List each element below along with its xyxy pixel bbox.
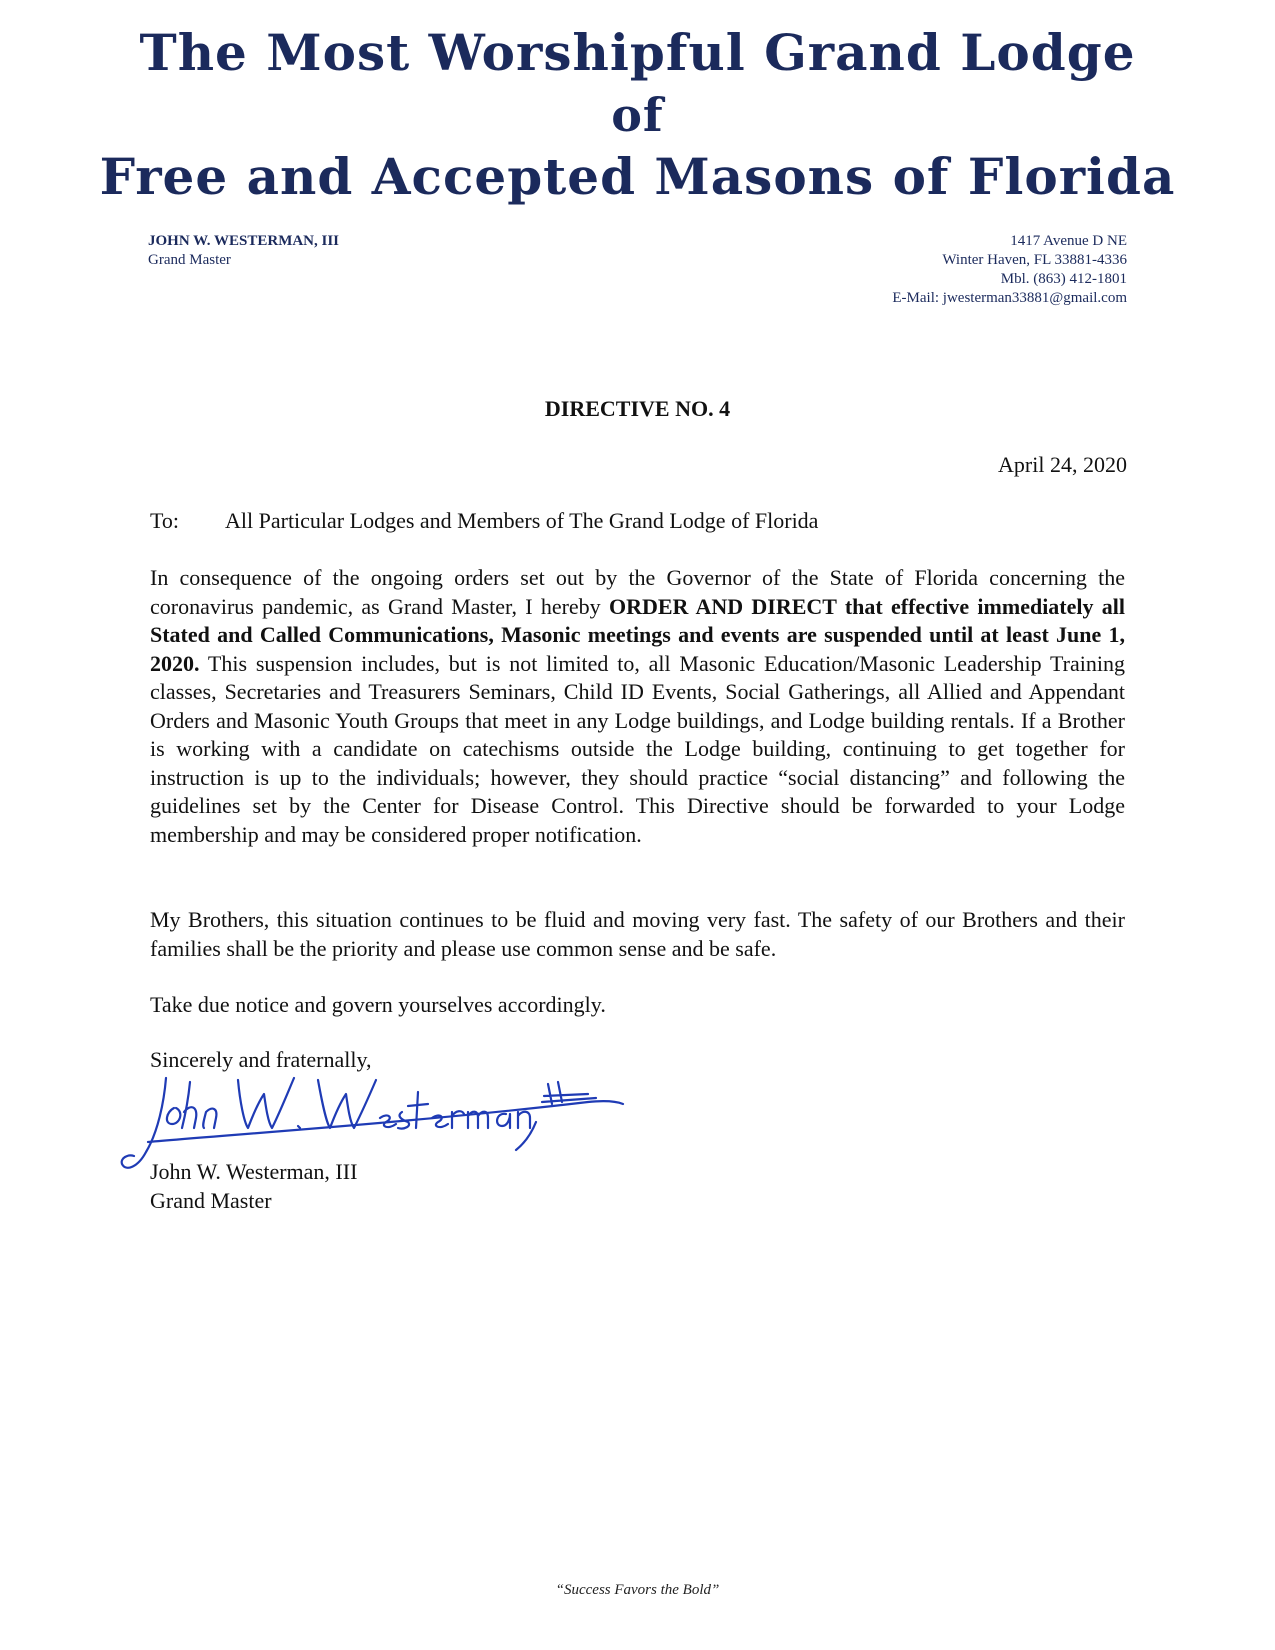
sender-address-line-1: 1417 Avenue D NE	[1010, 233, 1127, 249]
signer-block	[150, 1158, 357, 1215]
recipient-line	[150, 508, 818, 534]
sender-phone: Mbl. (863) 412-1801	[1000, 271, 1127, 287]
body-paragraph-1-order: ORDER AND DIRECT that effective immediately all Stated and Called Communications, Masonic meetings and events are suspended until at least June 1, 2020.	[150, 593, 1125, 676]
recipient-value: All Particular Lodges and Members of The Grand Lodge of Florida	[225, 508, 819, 533]
letterhead-line-2: of	[611, 88, 664, 142]
body-paragraph-1-intro: In consequence of the ongoing orders set out by the Governor of the State of Florida concerning the coronavirus pandemic, as Grand Master, I hereby	[150, 565, 1125, 619]
recipient-label: To:	[150, 508, 180, 533]
footer-motto: “Success Favors the Bold”	[555, 1582, 720, 1598]
letterhead-line-3: Free and Accepted Masons of Florida	[99, 147, 1176, 206]
body-paragraph-1-rest: This suspension includes, but is not limited to, all Masonic Education/Masonic Leadership Training classes, Secretaries and Treasurers Seminars, Child ID Events, Social Gatherings, all Allied and Appendant Orders and Masonic Youth Groups that meet in any Lodge buildings, and Lodge building rentals. If a Brother is working with a candidate on catechisms outside the Lodge building, continuing to get together for instruction is up to the individuals; however, they should practice “social distancing” and following the guidelines set by the Center for Disease Control. This Directive should be forwarded to your Lodge membership and may be considered proper notification.	[150, 650, 1125, 847]
sender-address-line-2: Winter Haven, FL 33881-4336	[942, 252, 1127, 268]
letterhead-line-1: The Most Worshipful Grand Lodge	[139, 23, 1136, 82]
directive-title: DIRECTIVE NO. 4	[544, 396, 731, 421]
signature-text: John W. Westerman, III	[118, 1072, 128, 1073]
sender-email: E-Mail: jwesterman33881@gmail.com	[892, 290, 1127, 306]
signer-name: John W. Westerman, III	[150, 1159, 358, 1184]
body-paragraph-3: Take due notice and govern yourselves accordingly.	[150, 992, 606, 1017]
signer-title: Grand Master	[150, 1187, 272, 1213]
directive-date: April 24, 2020	[998, 452, 1127, 477]
body-paragraph-1	[150, 564, 1125, 849]
sender-name: JOHN W. WESTERMAN, III	[148, 233, 340, 249]
sender-block	[148, 232, 339, 270]
closing-salutation: Sincerely and fraternally,	[150, 1047, 372, 1072]
sender-address-block	[892, 232, 1127, 308]
sender-title: Grand Master	[148, 252, 231, 268]
letterhead	[0, 22, 1275, 208]
body-paragraph-2: My Brothers, this situation continues to be fluid and moving very fast. The safety of our Brothers and their families shall be the priority and please use common sense and be safe.	[150, 907, 1125, 961]
